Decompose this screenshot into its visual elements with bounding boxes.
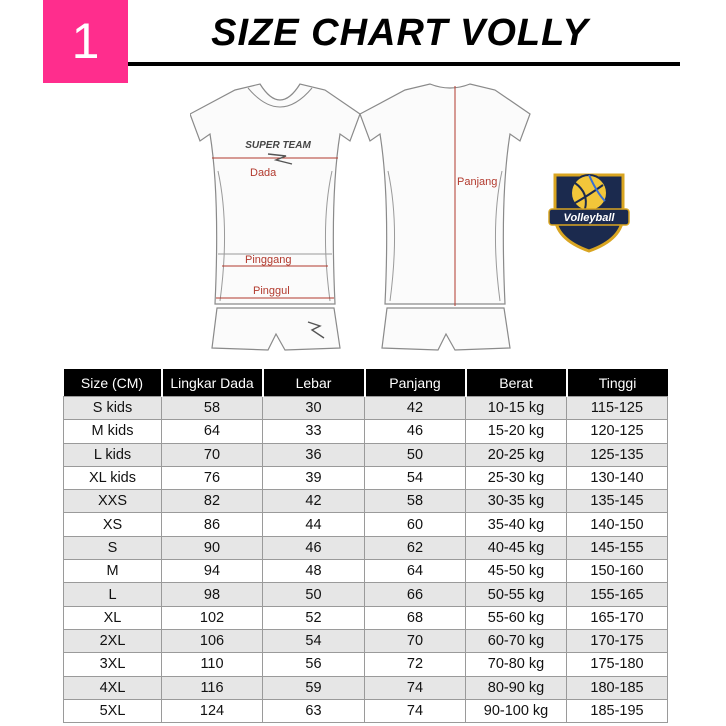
cell-lebar: 48 [263, 560, 365, 583]
cell-lebar: 52 [263, 606, 365, 629]
cell-berat: 25-30 kg [466, 466, 567, 489]
header-size: Size (CM) [64, 369, 162, 397]
back-shirt-outline [360, 84, 530, 304]
cell-size: S [64, 536, 162, 559]
header-lebar: Lebar [263, 369, 365, 397]
cell-size: S kids [64, 397, 162, 420]
cell-size: 3XL [64, 653, 162, 676]
cell-berat: 10-15 kg [466, 397, 567, 420]
cell-size: XS [64, 513, 162, 536]
table-row [64, 536, 668, 559]
cell-berat: 80-90 kg [466, 676, 567, 699]
cell-lingkar-dada: 98 [162, 583, 263, 606]
front-brand-text: SUPER TEAM [245, 140, 311, 151]
cell-lingkar-dada: 70 [162, 443, 263, 466]
cell-lingkar-dada: 82 [162, 490, 263, 513]
cell-size: L [64, 583, 162, 606]
cell-size: 5XL [64, 699, 162, 722]
cell-lingkar-dada: 86 [162, 513, 263, 536]
cell-berat: 30-35 kg [466, 490, 567, 513]
title-underline [128, 62, 680, 66]
cell-berat: 55-60 kg [466, 606, 567, 629]
cell-lebar: 59 [263, 676, 365, 699]
cell-lebar: 50 [263, 583, 365, 606]
cell-tinggi: 130-140 [567, 466, 668, 489]
cell-lebar: 46 [263, 536, 365, 559]
front-shirt-outline [190, 84, 360, 304]
cell-panjang: 46 [365, 420, 466, 443]
header-tinggi: Tinggi [567, 369, 668, 397]
dada-label: Dada [250, 167, 277, 179]
cell-tinggi: 135-145 [567, 490, 668, 513]
cell-size: 2XL [64, 629, 162, 652]
cell-lebar: 39 [263, 466, 365, 489]
cell-tinggi: 185-195 [567, 699, 668, 722]
cell-panjang: 62 [365, 536, 466, 559]
cell-size: M kids [64, 420, 162, 443]
cell-lebar: 42 [263, 490, 365, 513]
cell-berat: 35-40 kg [466, 513, 567, 536]
cell-size: M [64, 560, 162, 583]
cell-tinggi: 145-155 [567, 536, 668, 559]
section-number-badge: 1 [43, 0, 128, 83]
cell-lebar: 44 [263, 513, 365, 536]
cell-lingkar-dada: 124 [162, 699, 263, 722]
cell-berat: 40-45 kg [466, 536, 567, 559]
page-title: SIZE CHART VOLLY [211, 12, 589, 54]
cell-panjang: 68 [365, 606, 466, 629]
cell-size: XL [64, 606, 162, 629]
volleyball-shield-icon [545, 163, 633, 253]
panjang-label: Panjang [457, 176, 498, 188]
header-berat: Berat [466, 369, 567, 397]
table-row [64, 606, 668, 629]
table-row [64, 699, 668, 722]
cell-panjang: 58 [365, 490, 466, 513]
cell-lebar: 54 [263, 629, 365, 652]
header-lingkar-dada: Lingkar Dada [162, 369, 263, 397]
cell-size: L kids [64, 443, 162, 466]
cell-berat: 45-50 kg [466, 560, 567, 583]
cell-tinggi: 165-170 [567, 606, 668, 629]
cell-lingkar-dada: 102 [162, 606, 263, 629]
cell-lingkar-dada: 58 [162, 397, 263, 420]
cell-size: XL kids [64, 466, 162, 489]
cell-tinggi: 115-125 [567, 397, 668, 420]
cell-panjang: 64 [365, 560, 466, 583]
cell-size: 4XL [64, 676, 162, 699]
cell-lebar: 63 [263, 699, 365, 722]
cell-panjang: 66 [365, 583, 466, 606]
cell-panjang: 70 [365, 629, 466, 652]
cell-panjang: 60 [365, 513, 466, 536]
cell-panjang: 42 [365, 397, 466, 420]
front-shorts-outline [212, 308, 340, 350]
cell-berat: 50-55 kg [466, 583, 567, 606]
cell-panjang: 74 [365, 699, 466, 722]
header-panjang: Panjang [365, 369, 466, 397]
pinggang-label: Pinggang [245, 254, 292, 266]
table-row [64, 560, 668, 583]
table-row [64, 490, 668, 513]
table-row [64, 676, 668, 699]
cell-panjang: 54 [365, 466, 466, 489]
cell-lingkar-dada: 94 [162, 560, 263, 583]
cell-berat: 60-70 kg [466, 629, 567, 652]
cell-berat: 90-100 kg [466, 699, 567, 722]
table-row [64, 420, 668, 443]
cell-lingkar-dada: 76 [162, 466, 263, 489]
cell-tinggi: 175-180 [567, 653, 668, 676]
table-row [64, 583, 668, 606]
cell-lebar: 30 [263, 397, 365, 420]
cell-panjang: 72 [365, 653, 466, 676]
cell-berat: 20-25 kg [466, 443, 567, 466]
table-row [64, 397, 668, 420]
cell-tinggi: 170-175 [567, 629, 668, 652]
cell-tinggi: 150-160 [567, 560, 668, 583]
cell-berat: 70-80 kg [466, 653, 567, 676]
jersey-illustration [190, 76, 555, 366]
cell-lingkar-dada: 110 [162, 653, 263, 676]
cell-lingkar-dada: 90 [162, 536, 263, 559]
cell-berat: 15-20 kg [466, 420, 567, 443]
cell-tinggi: 125-135 [567, 443, 668, 466]
cell-tinggi: 155-165 [567, 583, 668, 606]
cell-panjang: 74 [365, 676, 466, 699]
cell-tinggi: 120-125 [567, 420, 668, 443]
cell-lingkar-dada: 64 [162, 420, 263, 443]
cell-lebar: 33 [263, 420, 365, 443]
cell-size: XXS [64, 490, 162, 513]
table-row [64, 653, 668, 676]
back-shorts-outline [382, 308, 510, 350]
cell-lingkar-dada: 116 [162, 676, 263, 699]
size-chart-table [63, 369, 668, 723]
cell-lebar: 36 [263, 443, 365, 466]
table-row [64, 443, 668, 466]
cell-panjang: 50 [365, 443, 466, 466]
table-row [64, 466, 668, 489]
cell-tinggi: 180-185 [567, 676, 668, 699]
pinggul-label: Pinggul [253, 285, 290, 297]
cell-lingkar-dada: 106 [162, 629, 263, 652]
table-header-row [64, 369, 668, 397]
table-row [64, 513, 668, 536]
cell-tinggi: 140-150 [567, 513, 668, 536]
logo-text: Volleyball [563, 212, 615, 224]
cell-lebar: 56 [263, 653, 365, 676]
table-row [64, 629, 668, 652]
